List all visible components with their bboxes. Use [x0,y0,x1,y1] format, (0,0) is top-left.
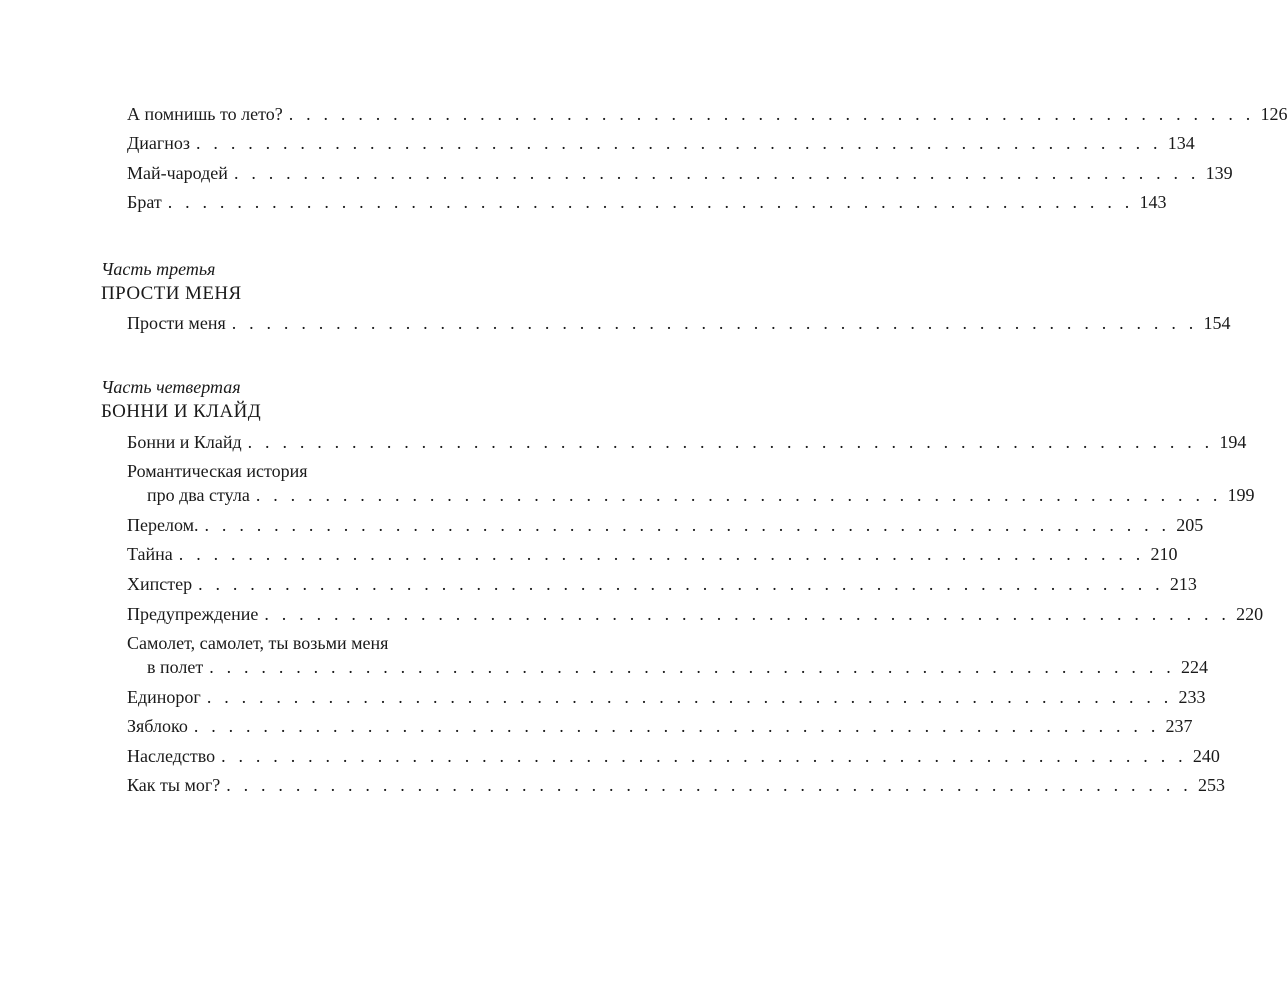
toc-entry-title: Брат [127,192,162,212]
dot-leader: . . . . . . . . . . . . . . . . . . . . . . . . . . . . . . . . . . . . . . . . . . . . . . . . . . . . . . . . [247,432,1214,452]
dot-leader: . . . . . . . . . . . . . . . . . . . . . . . . . . . . . . . . . . . . . . . . . . . . . . . . . . . . . . . . [221,746,1187,766]
toc-page-number: 224 [1180,657,1208,677]
toc-entry [127,130,1195,156]
toc-entry-title-line2: про два стула [147,485,250,505]
dot-leader: . . . . . . . . . . . . . . . . . . . . . . . . . . . . . . . . . . . . . . . . . . . . . . . . . . . . . . . . [206,687,1173,707]
toc-page-number: 139 [1205,163,1233,183]
toc-page-number: 220 [1236,604,1264,624]
toc-page-number: 210 [1150,544,1178,564]
toc-entry-title: Тайна [127,544,173,564]
toc-entry-title: А помнишь то лето? [127,104,283,124]
part-title: ПРОСТИ МЕНЯ [101,283,242,304]
dot-leader: . . . . . . . . . . . . . . . . . . . . . . . . . . . . . . . . . . . . . . . . . . . . . . . . . . . . . . . . [231,313,1198,333]
toc-page-number: 143 [1139,192,1167,212]
toc-entry-title: Единорог [127,687,201,707]
toc-entry [127,512,1204,538]
dot-leader: . . . . . . . . . . . . . . . . . . . . . . . . . . . . . . . . . . . . . . . . . . . . . . . . . . . . . . . . [196,133,1162,153]
toc-entry-title: Прости меня [127,313,226,333]
toc-entry [127,713,1193,739]
toc-entry-title: Наследство [127,746,216,766]
dot-leader: . . . . . . . . . . . . . . . . . . . . . . . . . . . . . . . . . . . . . . . . . . . . . . . . . . . . . . . . [209,657,1175,677]
toc-entry [127,743,1220,769]
toc-entry [127,160,1233,186]
toc-page-number: 194 [1219,432,1247,452]
toc-entry-title: Хипстер [127,574,193,594]
part-label: Часть четвертая [101,377,241,397]
toc-entry [127,654,1208,680]
toc-entry [127,571,1197,597]
toc-entry-title-line1: Романтическая история [127,461,308,481]
part-title: БОННИ И КЛАЙД [101,401,262,422]
toc-entry [127,541,1178,567]
toc-entry [127,189,1167,215]
dot-leader: . . . . . . . . . . . . . . . . . . . . . . . . . . . . . . . . . . . . . . . . . . . . . . . . . . . . . . . . [226,775,1192,795]
toc-page-number: 154 [1203,313,1231,333]
dot-leader: . . . . . . . . . . . . . . . . . . . . . . . . . . . . . . . . . . . . . . . . . . . . . . . . . . . . . . . . [288,104,1255,124]
toc-entry [127,684,1206,710]
toc-page-number: 253 [1197,775,1225,795]
toc-entry-title-line1: Самолет, самолет, ты возьми меня [127,633,389,653]
toc-page-number: 233 [1178,687,1206,707]
toc-page-number: 213 [1169,574,1197,594]
toc-page-number: 134 [1167,133,1195,153]
toc-entry-title: Зяблоко [127,716,188,736]
toc-entry-title: Диагноз [127,133,191,153]
dot-leader: . . . . . . . . . . . . . . . . . . . . . . . . . . . . . . . . . . . . . . . . . . . . . . . . . . . . . . . . [233,163,1200,183]
toc-entry [127,101,1287,127]
toc-entry-title-line2: в полет [147,657,204,677]
dot-leader: . . . . . . . . . . . . . . . . . . . . . . . . . . . . . . . . . . . . . . . . . . . . . . . . . . . . . . . . [255,485,1222,505]
toc-entry-title: Май-чародей [127,163,228,183]
toc-entry-title: Перелом. [127,515,199,535]
dot-leader: . . . . . . . . . . . . . . . . . . . . . . . . . . . . . . . . . . . . . . . . . . . . . . . . . . . . . . . . [198,574,1164,594]
dot-leader: . . . . . . . . . . . . . . . . . . . . . . . . . . . . . . . . . . . . . . . . . . . . . . . . . . . . . . . . [167,192,1134,212]
toc-page-number: 126 [1260,104,1287,124]
toc-entry [127,482,1255,508]
toc-page-number: 199 [1227,485,1255,505]
dot-leader: . . . . . . . . . . . . . . . . . . . . . . . . . . . . . . . . . . . . . . . . . . . . . . . . . . . . . . . . [264,604,1231,624]
toc-entry [127,601,1264,627]
dot-leader: . . . . . . . . . . . . . . . . . . . . . . . . . . . . . . . . . . . . . . . . . . . . . . . . . . . . . . . . [204,515,1171,535]
toc-entry-title: Бонни и Клайд [127,432,242,452]
toc-entry [127,429,1247,455]
toc-entry [127,310,1231,336]
toc-entry-title: Как ты мог? [127,775,221,795]
toc-page-number: 205 [1176,515,1204,535]
dot-leader: . . . . . . . . . . . . . . . . . . . . . . . . . . . . . . . . . . . . . . . . . . . . . . . . . . . . . . . . [193,716,1160,736]
toc-page-number: 237 [1165,716,1193,736]
toc-entry [127,772,1225,798]
dot-leader: . . . . . . . . . . . . . . . . . . . . . . . . . . . . . . . . . . . . . . . . . . . . . . . . . . . . . . . . [178,544,1145,564]
toc-entry-title: Предупреждение [127,604,259,624]
toc-page-number: 240 [1192,746,1220,766]
part-label: Часть третья [101,259,216,279]
